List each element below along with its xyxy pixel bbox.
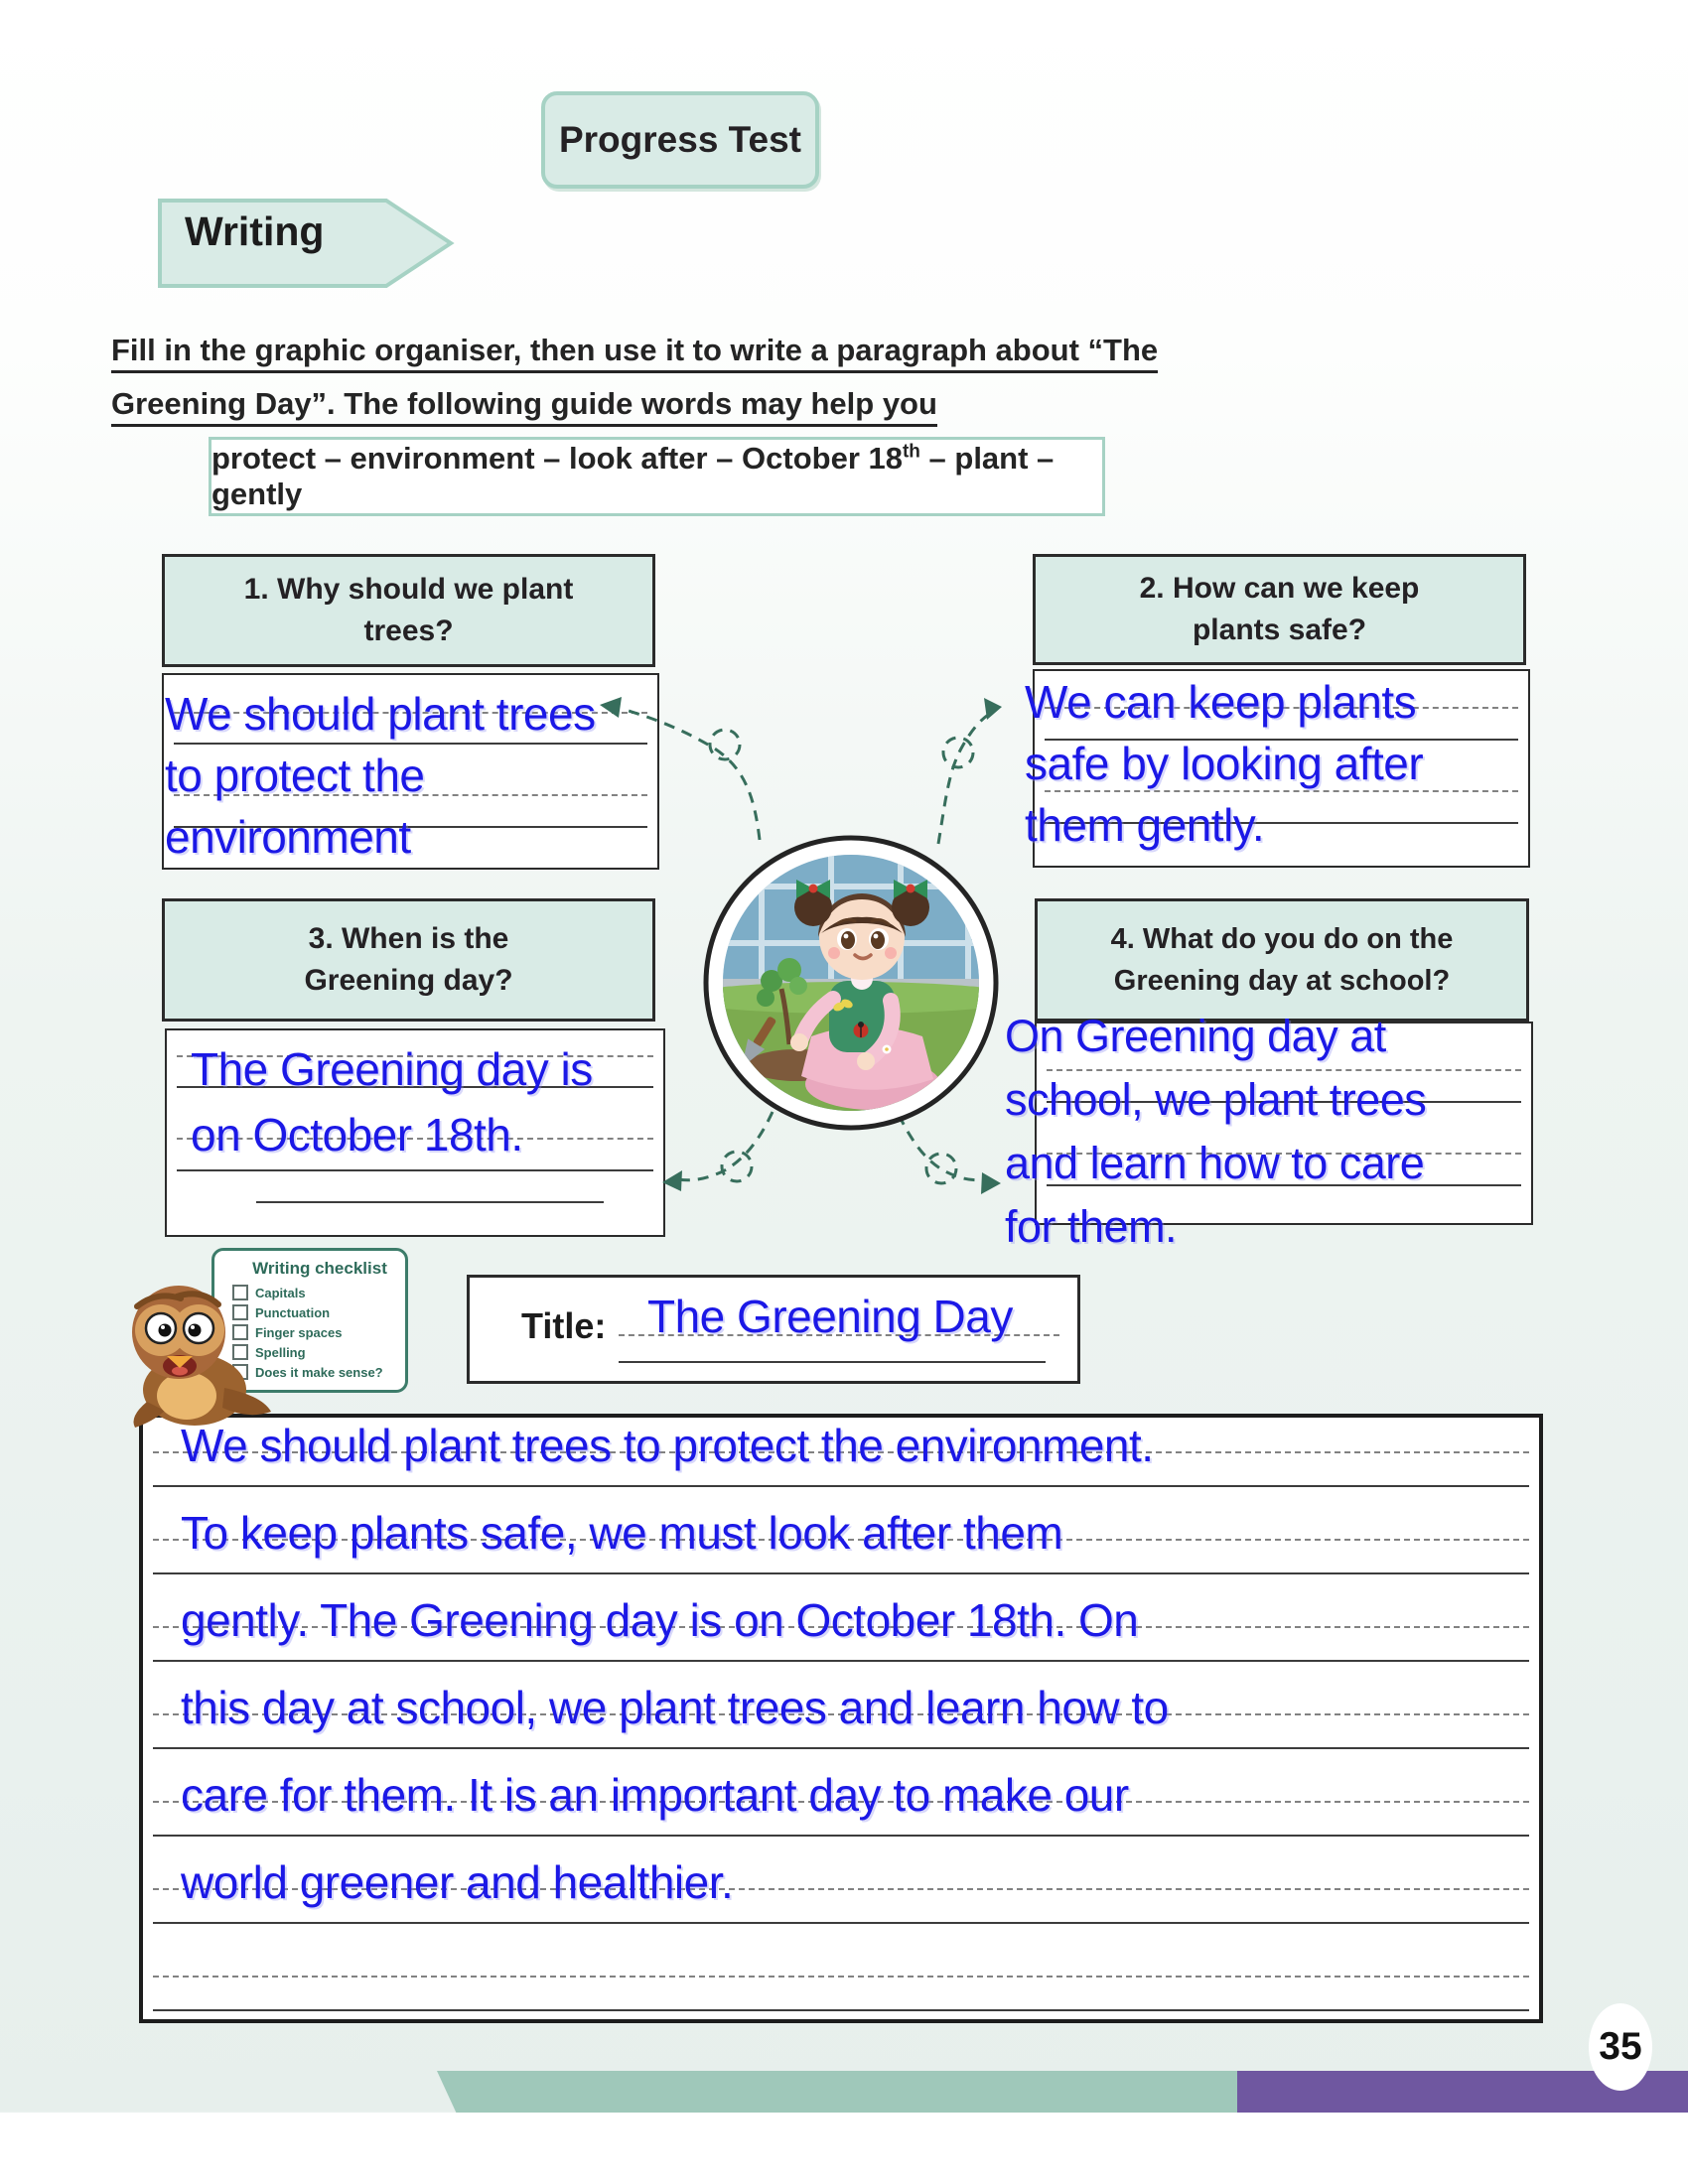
paragraph-text[interactable]: We should plant trees to protect the environment. To keep plants safe, we must look after them gently. The Greening day is on October 18th. On this day at school, we plant trees and learn how to care for them. It is an important day to make our world greener and healthier.: [181, 1420, 1169, 1908]
ruled-line: [153, 2009, 1529, 2011]
instructions-line2: Greening Day”. The following guide words may help you: [111, 386, 937, 427]
question-3-header: 3. When is the Greening day?: [162, 898, 655, 1022]
ruled-line: [153, 1976, 1529, 1978]
ruled-line: [619, 1361, 1046, 1363]
progress-test-label: Progress Test: [558, 119, 802, 160]
instructions: [111, 326, 1422, 428]
ruled-line: [256, 1201, 604, 1203]
question-1-header: 1. Why should we plant trees?: [162, 554, 655, 667]
instructions-line1: Fill in the graphic organiser, then use it to write a paragraph about “The: [111, 333, 1158, 373]
guide-words-text: protect – environment – look after – October 18th – plant – gently: [211, 441, 1055, 511]
question-2-header: 2. How can we keep plants safe?: [1033, 554, 1526, 665]
answer-1-text[interactable]: We should plant trees to protect the environment: [165, 688, 596, 863]
footer-teal-bar: [437, 2071, 1237, 2113]
checklist-item: Does it make sense?: [232, 1362, 399, 1382]
girl-planting-illustration: [702, 832, 1000, 1134]
guide-words-box: [209, 437, 1105, 516]
answer-3-text[interactable]: The Greening day is on October 18th.: [191, 1043, 593, 1160]
writing-section-label: Writing: [185, 208, 325, 254]
checklist-item: Finger spaces: [232, 1322, 399, 1342]
answer-2-text[interactable]: We can keep plants safe by looking after them gently.: [1025, 676, 1424, 851]
checklist-item: Capitals: [232, 1283, 399, 1302]
question-4-header: 4. What do you do on the Greening day at school?: [1035, 898, 1529, 1022]
answer-4-text[interactable]: On Greening day at school, we plant trees and learn how to care for them.: [1005, 1011, 1427, 1252]
title-value-text[interactable]: The Greening Day: [647, 1291, 1013, 1342]
checklist-title: Writing checklist: [252, 1259, 387, 1278]
page-number: 35: [1599, 2025, 1642, 2068]
checklist-item: Punctuation: [232, 1302, 399, 1322]
title-label: Title:: [521, 1305, 607, 1346]
progress-test-badge: [541, 91, 819, 189]
checklist-item: Spelling: [232, 1342, 399, 1362]
page-number-badge: [1589, 2003, 1652, 2091]
